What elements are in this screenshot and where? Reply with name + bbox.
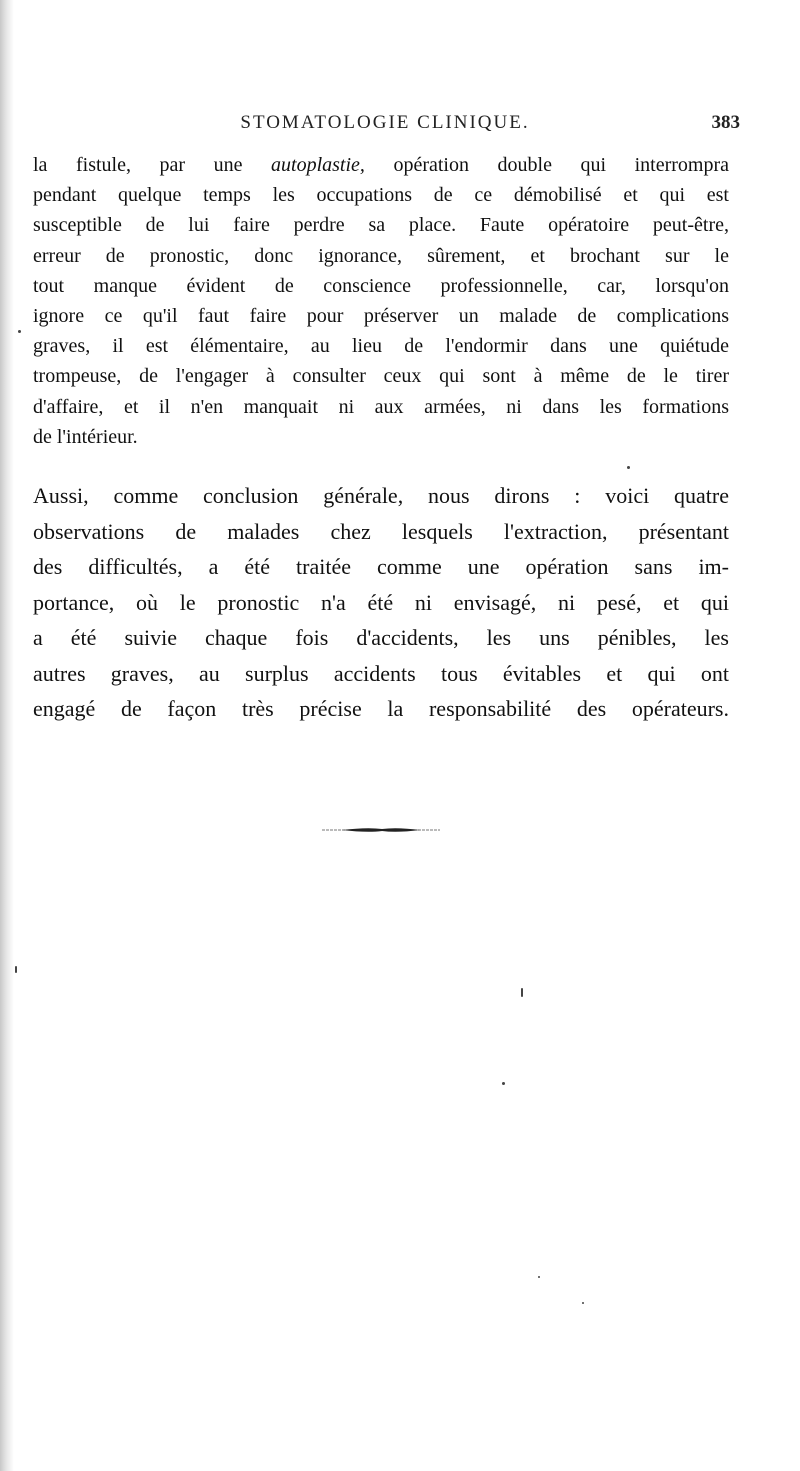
text-line: Aussi, comme conclusion générale, nous dirons : voici quatre (33, 483, 729, 508)
scanned-page-edge (0, 0, 14, 1471)
paragraph-1 (33, 150, 729, 452)
text-line: des difficultés, a été traitée comme une opération sans im- (33, 554, 729, 579)
italic-term: autoplastie, (271, 154, 365, 176)
text-line: a été suivie chaque fois d'accidents, les uns pénibles, les (33, 625, 729, 650)
scan-speck (582, 1302, 584, 1304)
text-line: pendant quelque temps les occupations de ce démobilisé et qui est (33, 184, 729, 207)
text-line: autres graves, au surplus accidents tous évitables et qui ont (33, 660, 729, 686)
text-line: susceptible de lui faire perdre sa place. Faute opératoire peut-être, (33, 214, 729, 237)
text-line: graves, il est élémentaire, au lieu de l'endormir dans une quiétude (33, 335, 729, 358)
page-header (30, 112, 740, 142)
text-line: portance, où le pronostic n'a été ni envisagé, ni pesé, et qui (33, 589, 729, 615)
text-line: de l'intérieur. (33, 425, 138, 448)
scan-speck (521, 988, 523, 997)
text-line: engagé de façon très précise la responsabilité des opérateurs. (33, 696, 729, 721)
text-line: observations de malades chez lesquels l'extraction, présentant (33, 518, 729, 544)
text-line: trompeuse, de l'engager à consulter ceux qui sont à même de le tirer (33, 365, 729, 388)
text-line: tout manque évident de conscience professionnelle, car, lorsqu'on (33, 274, 729, 297)
page-number: 383 (711, 112, 740, 133)
scan-speck (627, 466, 630, 469)
text-line: d'affaire, et il n'en manquait ni aux armées, ni dans les formations (33, 395, 729, 418)
text-line: erreur de pronostic, donc ignorance, sûrement, et brochant sur le (33, 244, 729, 267)
scan-speck (502, 1082, 505, 1085)
paragraph-2 (33, 478, 729, 727)
end-ornament-rule (322, 826, 440, 834)
text-line: la fistule, par une autoplastie, opération double qui interrompra (33, 154, 729, 176)
text-line: ignore ce qu'il faut faire pour préserver un malade de complications (33, 304, 729, 327)
running-title: STOMATOLOGIE CLINIQUE. (240, 112, 530, 133)
scan-speck (18, 330, 21, 333)
scan-speck (538, 1276, 540, 1278)
scan-speck (15, 966, 17, 973)
